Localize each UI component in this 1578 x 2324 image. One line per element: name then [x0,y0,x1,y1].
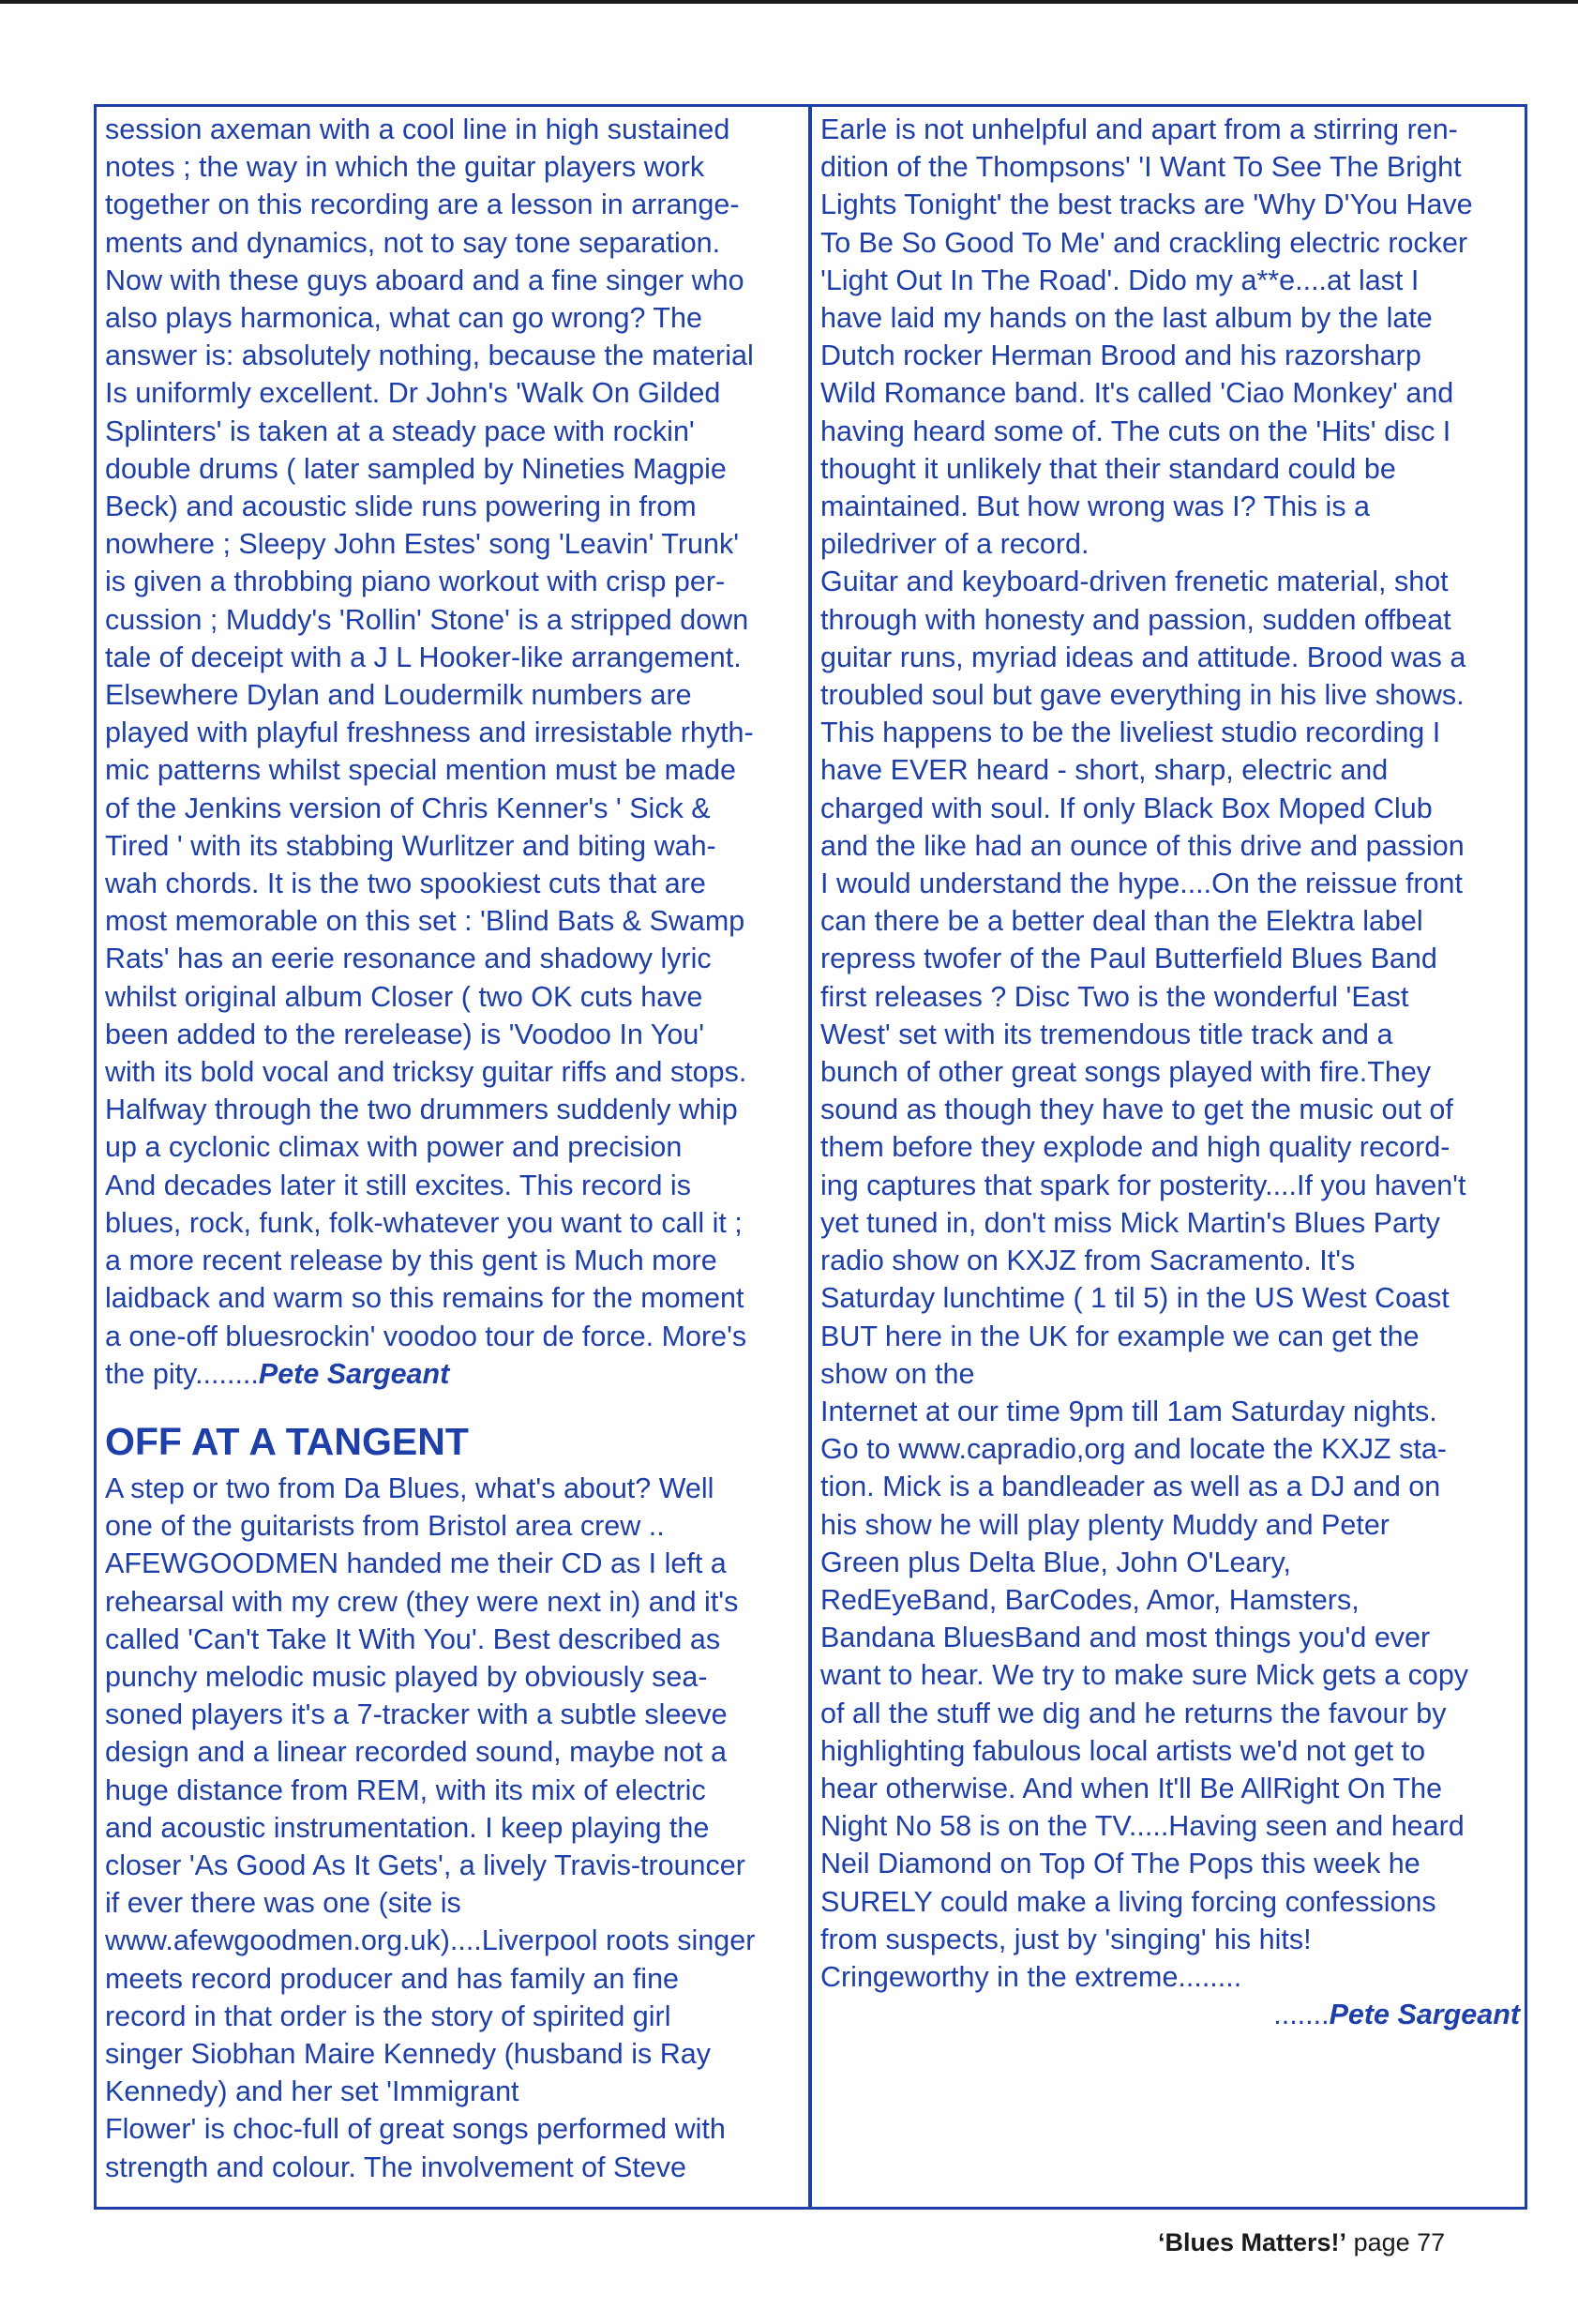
text-line: mic patterns whilst special mention must be made [105,754,736,787]
left-column-text [105,111,799,1355]
text-line: Elsewhere Dylan and Loudermilk numbers are [105,679,692,712]
text-line: session axeman with a cool line in high sustained [105,113,730,145]
text-line: AFEWGOODMEN handed me their CD as I left a [105,1547,727,1580]
text-line: SURELY could make a living forcing confessions [820,1885,1436,1918]
text-line: record in that order is the story of spirited girl [105,2000,671,2032]
text-line: BUT here in the UK for example we can get the [820,1320,1420,1352]
text-line: from suspects, just by 'singing' his hits! [820,1923,1312,1955]
text-line: I would understand the hype....On the reissue front [820,868,1463,900]
text-line: can there be a better deal than the Elektra label [820,905,1423,938]
text-line: through with honesty and passion, sudden offbeat [820,603,1451,636]
text-line: Earle is not unhelpful and apart from a stirring ren- [820,113,1458,145]
text-line: first releases ? Disc Two is the wonderful 'East [820,980,1409,1013]
text-line: maintained. But how wrong was I? This is a [820,490,1371,523]
text-line: Dutch rocker Herman Brood and his razorsharp [820,340,1421,372]
text-line: Internet at our time 9pm till 1am Saturday nights. [820,1395,1437,1427]
text-line: And decades later it still excites. This record is [105,1169,691,1201]
text-line: Cringeworthy in the extreme........ [820,1960,1242,1993]
text-line: nowhere ; Sleepy John Estes' song 'Leavin' Trunk' [105,528,740,561]
text-line: up a cyclonic climax with power and precision [105,1131,683,1164]
text-line: wah chords. It is the two spookiest cuts that are [105,868,706,900]
text-line: strength and colour. The involvement of Steve [105,2150,686,2183]
text-line: a one-off bluesrockin' voodoo tour de force. More's [105,1320,747,1352]
text-line: www.afewgoodmen.org.uk)....Liverpool roots singer [105,1924,756,1957]
text-line: is given a throbbing piano workout with crisp per- [105,566,726,598]
text-line: want to hear. We try to make sure Mick gets a copy [820,1659,1469,1692]
page-number: page 77 [1353,2228,1446,2256]
text-line: bunch of other great songs played with fire.They [820,1056,1432,1089]
text-line: closer 'As Good As It Gets', a lively Travis-trouncer [105,1849,745,1881]
text-line: This happens to be the liveliest studio recording I [820,717,1441,749]
top-rule [0,0,1578,4]
text-line: Tired ' with its stabbing Wurlitzer and biting wah- [105,829,716,862]
text-line: West' set with its tremendous title track and a [820,1018,1393,1050]
text-line: a more recent release by this gent is Much more [105,1245,717,1277]
tangent-section-text [105,1470,799,2186]
text-line: Kennedy) and her set 'Immigrant [105,2075,519,2108]
publication-name: ‘Blues Matters!’ [1158,2228,1347,2256]
text-line: cussion ; Muddy's 'Rollin' Stone' is a stripped down [105,603,749,636]
text-line: notes ; the way in which the guitar players work [105,151,705,184]
text-line: Night No 58 is on the TV.....Having seen and heard [820,1810,1465,1843]
text-line: his show he will play plenty Muddy and Peter [820,1508,1390,1541]
text-line: design and a linear recorded sound, maybe not a [105,1736,727,1769]
text-line: tale of deceipt with a J L Hooker-like arrangement. [105,641,742,673]
text-line: highlighting fabulous local artists we'd not get to [820,1734,1426,1767]
right-sign-off [820,1996,1520,2033]
author-byline: Pete Sargeant [1329,1999,1520,2031]
text-line: played with playful freshness and irresistable rhyth- [105,717,754,749]
text-line: charged with soul. If only Black Box Moped Club [820,792,1433,824]
column-divider [808,104,812,2210]
text-line: answer is: absolutely nothing, because the material [105,340,754,372]
text-line: troubled soul but gave everything in his live shows. [820,679,1465,712]
text-line: ments and dynamics, not to say tone separation. [105,226,721,259]
text-line: A step or two from Da Blues, what's about? Well [105,1471,714,1504]
text-line: Bandana BluesBand and most things you'd ever [820,1622,1431,1654]
page-footer [1158,2228,1445,2257]
text-line: Neil Diamond on Top Of The Pops this week he [820,1848,1420,1880]
text-line: most memorable on this set : 'Blind Bats & Swamp [105,905,745,938]
text-line: yet tuned in, don't miss Mick Martin's Blues Party [820,1206,1440,1239]
text-line: soned players it's a 7-tracker with a subtle sleeve [105,1698,728,1731]
text-line: blues, rock, funk, folk-whatever you want to call it ; [105,1206,743,1239]
text-line: double drums ( later sampled by Nineties Magpie [105,452,727,485]
text-line: them before they explode and high quality record- [820,1131,1450,1164]
text-line: Now with these guys aboard and a fine singer who [105,264,744,296]
text-line: with its bold vocal and tricksy guitar riffs and stops. [105,1056,747,1089]
text-line: show on the [820,1357,975,1390]
text-line: one of the guitarists from Bristol area crew .. [105,1510,665,1543]
text-line: Go to www.capradio,org and locate the KXJZ sta- [820,1433,1447,1466]
text-line: have laid my hands on the last album by the late [820,302,1433,335]
text-line: Guitar and keyboard-driven frenetic material, shot [820,566,1449,598]
text-line: Flower' is choc-full of great songs performed with [105,2113,726,2146]
text-line: and acoustic instrumentation. I keep playing the [105,1811,710,1844]
text-line: punchy melodic music played by obviously sea- [105,1660,708,1693]
text-line: Rats' has an eerie resonance and shadowy lyric [105,943,712,975]
text-line: Is uniformly excellent. Dr John's 'Walk On Gilded [105,377,721,410]
text-line: tion. Mick is a bandleader as well as a DJ and on [820,1471,1441,1503]
sign-off-dots: ....... [1273,1999,1330,2031]
text-line: called 'Can't Take It With You'. Best described as [105,1622,721,1655]
text-line: hear otherwise. And when It'll Be AllRight On The [820,1772,1443,1804]
text-line: sound as though they have to get the music out of [820,1094,1453,1126]
text-line: together on this recording are a lesson in arrange- [105,189,740,221]
text-line: if ever there was one (site is [105,1887,461,1920]
text-line: piledriver of a record. [820,528,1090,561]
left-sign-off [105,1355,799,1393]
text-line: whilst original album Closer ( two OK cuts have [105,980,703,1013]
left-column [105,111,799,2186]
text-line: of the Jenkins version of Chris Kenner's ' Sick & [105,792,711,824]
right-column [820,111,1520,2033]
text-line: also plays harmonica, what can go wrong? The [105,302,702,335]
author-byline: Pete Sargeant [258,1357,450,1390]
text-line: huge distance from REM, with its mix of electric [105,1773,706,1806]
text-line: rehearsal with my crew (they were next in) and it's [105,1585,739,1618]
text-line: Wild Romance band. It's called 'Ciao Monkey' and [820,377,1454,410]
text-line: and the like had an ounce of this drive and passion [820,829,1465,862]
text-line: Green plus Delta Blue, John O'Leary, [820,1546,1291,1578]
text-line: ing captures that spark for posterity....If you haven't [820,1169,1466,1201]
text-line: having heard some of. The cuts on the 'Hits' disc I [820,415,1451,447]
text-line: of all the stuff we dig and he returns the favour by [820,1697,1447,1729]
text-line: Saturday lunchtime ( 1 til 5) in the US West Coast [820,1282,1450,1315]
text-line: dition of the Thompsons' 'I Want To See The Bright [820,151,1462,184]
text-line: have EVER heard - short, sharp, electric and [820,754,1389,787]
text-line: Lights Tonight' the best tracks are 'Why D'You Have [820,189,1473,221]
text-line: been added to the rerelease) is 'Voodoo In You' [105,1018,705,1050]
section-heading: OFF AT A TANGENT [105,1419,469,1463]
right-column-text [820,111,1520,1996]
text-line: guitar runs, myriad ideas and attitude. Brood was a [820,641,1466,673]
text-line: Halfway through the two drummers suddenly whip [105,1094,738,1126]
text-line: Splinters' is taken at a steady pace with rockin' [105,415,695,447]
text-line: To Be So Good To Me' and crackling electric rocker [820,226,1468,259]
text-line: 'Light Out In The Road'. Dido my a**e....at last I [820,264,1420,296]
text-line: laidback and warm so this remains for the moment [105,1282,744,1315]
text-line: repress twofer of the Paul Butterfield Blues Band [820,943,1437,975]
text-line: Beck) and acoustic slide runs powering in from [105,490,697,523]
sign-off-dots: the pity........ [105,1357,259,1390]
text-line: RedEyeBand, BarCodes, Amor, Hamsters, [820,1583,1360,1616]
text-line: meets record producer and has family an fine [105,1962,680,1995]
text-line: thought it unlikely that their standard could be [820,452,1396,485]
text-line: singer Siobhan Maire Kennedy (husband is Ray [105,2037,711,2070]
text-line: radio show on KXJZ from Sacramento. It's [820,1245,1356,1277]
